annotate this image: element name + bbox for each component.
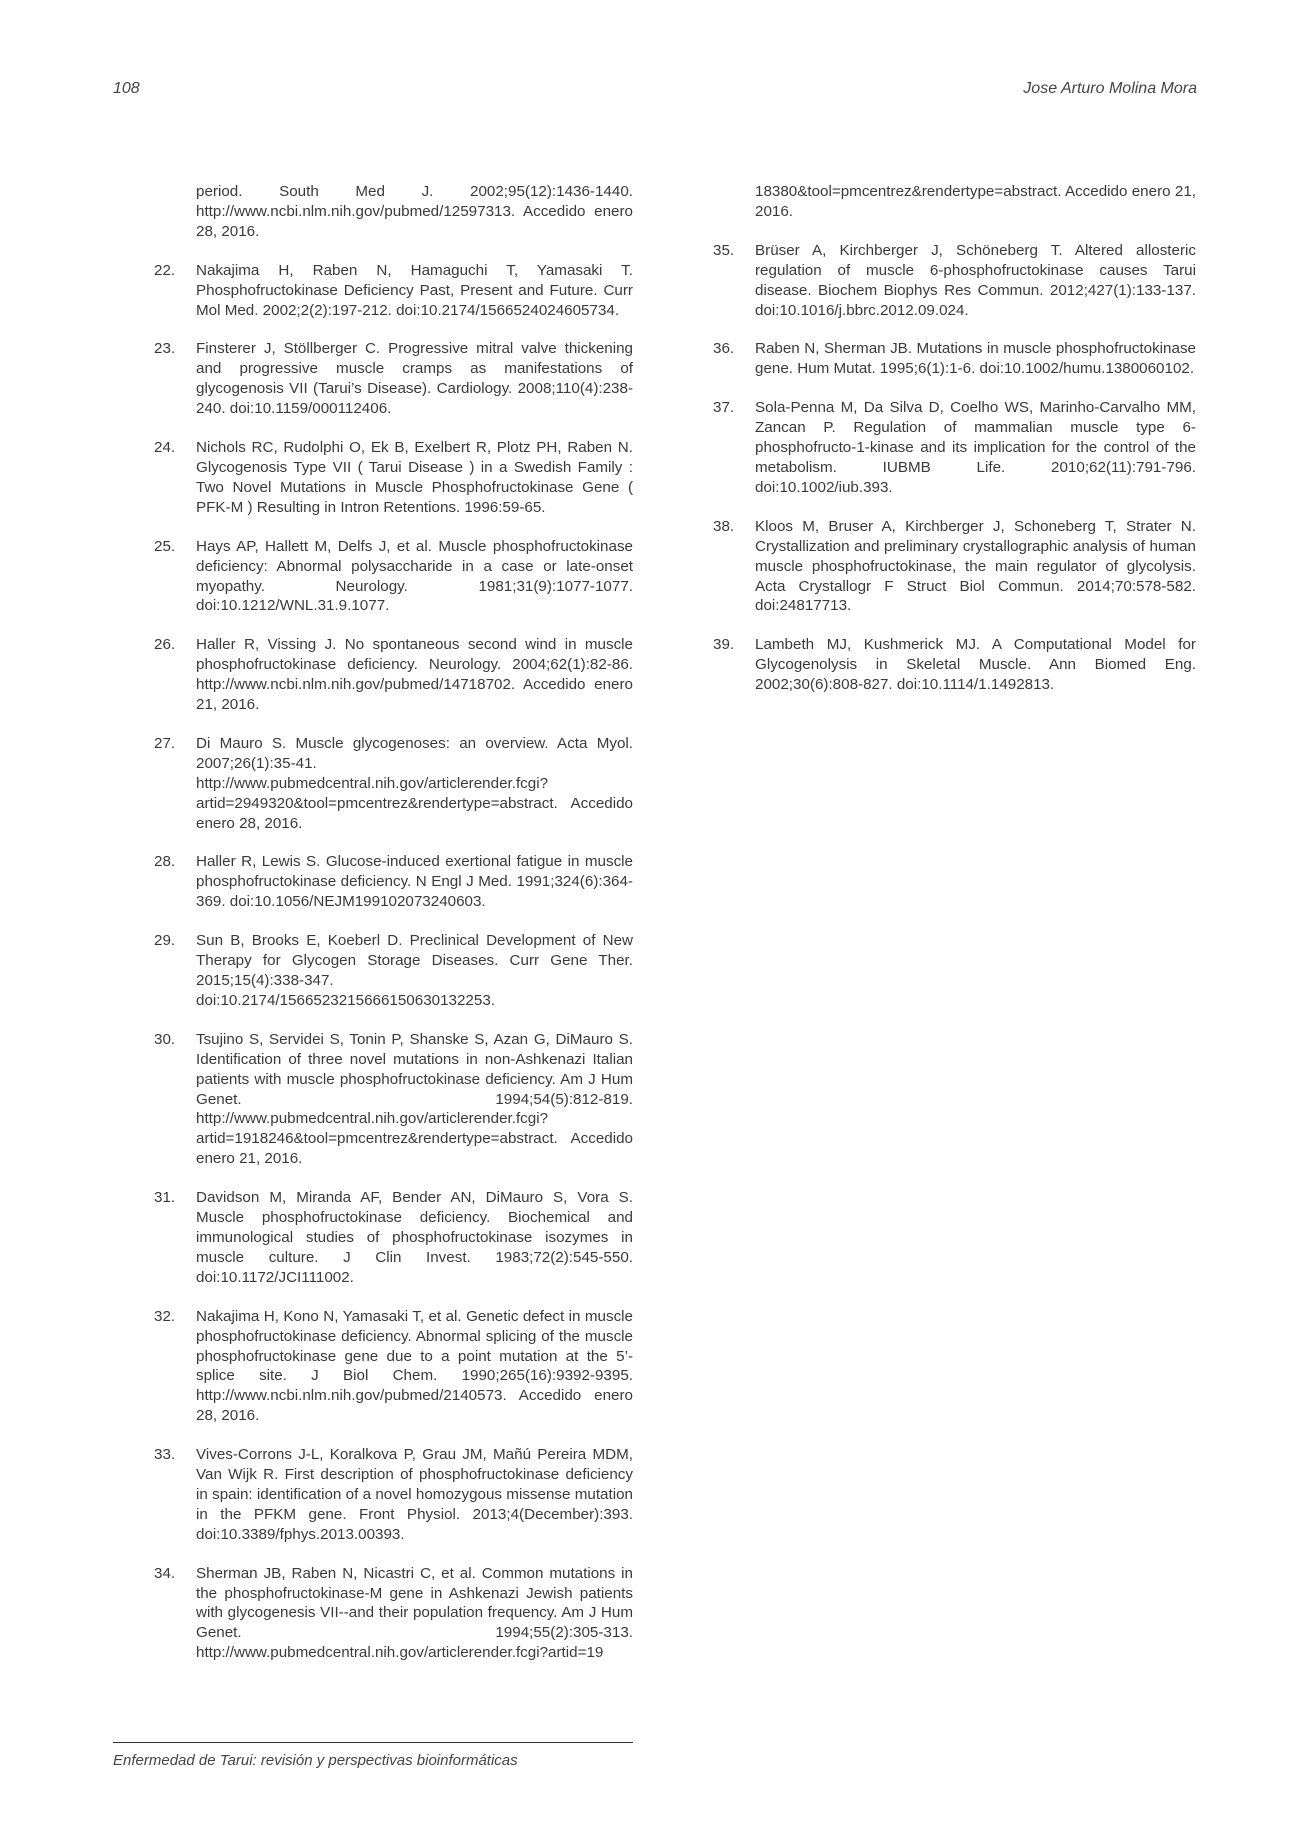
reference-number: 28.: [154, 853, 176, 871]
reference-number: 33.: [154, 1446, 176, 1464]
reference-number: 30.: [154, 1030, 176, 1048]
reference-number: 39.: [713, 636, 735, 654]
reference-number: 29.: [154, 932, 176, 950]
references-right-column: [713, 182, 1196, 714]
reference-continued-text: period. South Med J. 2002;95(12):1436-1440. http://www.ncbi.nlm.nih.gov/pubmed/12597313. Accedido enero 28, 2016.: [196, 183, 633, 240]
reference-number: 34.: [154, 1564, 176, 1582]
reference-item: [154, 1030, 633, 1169]
reference-item: [713, 398, 1196, 498]
reference-number: 37.: [713, 399, 735, 417]
reference-text: Hays AP, Hallett M, Delfs J, et al. Muscle phosphofructokinase deficiency: Abnormal polysaccharide in a case or late-onset myopathy. Neurology. 1981;31(9):1077-1077. doi:10.1212/WNL.31.9.1077.: [196, 537, 633, 615]
reference-text: Sherman JB, Raben N, Nicastri C, et al. Common mutations in the phosphofructokinase-M gene in Ashkenazi Jewish patients with glycogenesis VII--and their population frequency. Am J Hum Genet. 1994;55(2):305-313. http://www.pubmedcentral.nih.gov/articlerender.fcgi?artid=19: [196, 1564, 633, 1662]
reference-number: 38.: [713, 517, 735, 535]
reference-number: 32.: [154, 1307, 176, 1325]
reference-text: Vives-Corrons J-L, Koralkova P, Grau JM, Mañú Pereira MDM, Van Wijk R. First description of phosphofructokinase deficiency in spain: identification of a novel homozygous missense mutation in the PFKM gene. Front Physiol. 2013;4(December):393. doi:10.3389/fphys.2013.00393.: [196, 1446, 633, 1543]
reference-item: [154, 1188, 633, 1288]
reference-item: [154, 537, 633, 617]
reference-text: Haller R, Vissing J. No spontaneous second wind in muscle phosphofructokinase deficiency. Neurology. 2004;62(1):82-86. http://www.ncbi.nlm.nih.gov/pubmed/14718702. Accedido enero 21, 2016.: [196, 636, 633, 714]
reference-text: Nichols RC, Rudolphi O, Ek B, Exelbert R, Plotz PH, Raben N. Glycogenosis Type VII ( Tarui Disease ) in a Swedish Family : Two Novel Mutations in Muscle Phosphofructokinase Gene ( PFK-M ) Resulting in Intron Retentions. 1996:59-65.: [196, 439, 633, 516]
reference-text: Kloos M, Bruser A, Kirchberger J, Schoneberg T, Strater N. Crystallization and preliminary crystallographic analysis of human muscle phosphofructokinase, the main regulator of glycolysis. Acta Crystallogr F Struct Biol Commun. 2014;70:578-582. doi:24817713.: [755, 517, 1196, 615]
reference-number: 23.: [154, 340, 176, 358]
reference-continued-text: 18380&tool=pmcentrez&rendertype=abstract. Accedido enero 21, 2016.: [755, 183, 1196, 220]
reference-text: Tsujino S, Servidei S, Tonin P, Shanske S, Azan G, DiMauro S. Identification of three novel mutations in non-Ashkenazi Italian patients with muscle phosphofructokinase deficiency. Am J Hum Genet. 1994;54(5):812-819. http://www.pubmedcentral.nih.gov/articlerender.fcgi?artid=1918246&tool=pmcentrez&rendertype=abstract. Accedido enero 21, 2016.: [196, 1030, 633, 1168]
references-left-column: [154, 182, 633, 1682]
reference-number: 26.: [154, 636, 176, 654]
reference-item: [154, 734, 633, 834]
reference-item: [154, 852, 633, 912]
reference-number: 24.: [154, 439, 176, 457]
reference-item: [154, 1564, 633, 1664]
reference-number: 25.: [154, 537, 176, 555]
reference-text: Di Mauro S. Muscle glycogenoses: an overview. Acta Myol. 2007;26(1):35-41. http://www.pubmedcentral.nih.gov/articlerender.fcgi?artid=2949320&tool=pmcentrez&rendertype=abstract. Accedido enero 28, 2016.: [196, 734, 633, 832]
reference-item: [713, 635, 1196, 695]
reference-text: Brüser A, Kirchberger J, Schöneberg T. Altered allosteric regulation of muscle 6-phosphofructokinase causes Tarui disease. Biochem Biophys Res Commun. 2012;427(1):133-137. doi:10.1016/j.bbrc.2012.09.024.: [755, 241, 1196, 319]
footer-divider: [113, 1742, 633, 1743]
reference-item: [154, 339, 633, 419]
running-head-author: Jose Arturo Molina Mora: [1023, 80, 1197, 97]
reference-text: Nakajima H, Raben N, Hamaguchi T, Yamasaki T. Phosphofructokinase Deficiency Past, Present and Future. Curr Mol Med. 2002;2(2):197-212. doi:10.2174/1566524024605734.: [196, 261, 633, 319]
reference-number: 35.: [713, 241, 735, 259]
footer-journal-title: Enfermedad de Tarui: revisión y perspectivas bioinformáticas: [113, 1752, 518, 1769]
reference-text: Sola-Penna M, Da Silva D, Coelho WS, Marinho-Carvalho MM, Zancan P. Regulation of mammalian muscle type 6-phosphofructo-1-kinase and its implication for the control of the metabolism. IUBMB Life. 2010;62(11):791-796. doi:10.1002/iub.393.: [755, 399, 1196, 496]
reference-item: [154, 438, 633, 518]
reference-item: [154, 1445, 633, 1545]
reference-text: Raben N, Sherman JB. Mutations in muscle phosphofructokinase gene. Hum Mutat. 1995;6(1):1-6. doi:10.1002/humu.1380060102.: [755, 340, 1196, 378]
reference-text: Davidson M, Miranda AF, Bender AN, DiMauro S, Vora S. Muscle phosphofructokinase deficiency. Biochemical and immunological studies of phosphofructokinase isozymes in muscle culture. J Clin Invest. 1983;72(2):545-550. doi:10.1172/JCI111002.: [196, 1189, 633, 1286]
reference-item: [154, 635, 633, 715]
reference-text: Nakajima H, Kono N, Yamasaki T, et al. Genetic defect in muscle phosphofructokinase deficiency. Abnormal splicing of the muscle phosphofructokinase gene due to a point mutation at the 5’-splice site. J Biol Chem. 1990;265(16):9392-9395. http://www.ncbi.nlm.nih.gov/pubmed/2140573. Accedido enero 28, 2016.: [196, 1307, 633, 1425]
reference-item: [713, 241, 1196, 321]
reference-text: Sun B, Brooks E, Koeberl D. Preclinical Development of New Therapy for Glycogen Storage Diseases. Curr Gene Ther. 2015;15(4):338-347. doi:10.2174/1566523215666150630132253.: [196, 932, 633, 1009]
reference-item: [154, 261, 633, 321]
reference-number: 31.: [154, 1189, 176, 1207]
reference-number: 27.: [154, 734, 176, 752]
reference-number: 22.: [154, 261, 176, 279]
reference-text: Finsterer J, Stöllberger C. Progressive mitral valve thickening and progressive muscle cramps as manifestations of glycogenosis VII (Tarui’s Disease). Cardiology. 2008;110(4):238-240. doi:10.1159/000112406.: [196, 340, 633, 418]
reference-text: Lambeth MJ, Kushmerick MJ. A Computational Model for Glycogenolysis in Skeletal Muscle. Ann Biomed Eng. 2002;30(6):808-827. doi:10.1114/1.1492813.: [755, 636, 1196, 694]
reference-text: Haller R, Lewis S. Glucose-induced exertional fatigue in muscle phosphofructokinase deficiency. N Engl J Med. 1991;324(6):364-369. doi:10.1056/NEJM199102073240603.: [196, 853, 633, 911]
reference-item: [154, 1307, 633, 1426]
reference-item: [713, 339, 1196, 379]
reference-number: 36.: [713, 340, 735, 358]
page-number: 108: [113, 80, 140, 97]
reference-item: [154, 931, 633, 1011]
reference-item: [713, 517, 1196, 617]
